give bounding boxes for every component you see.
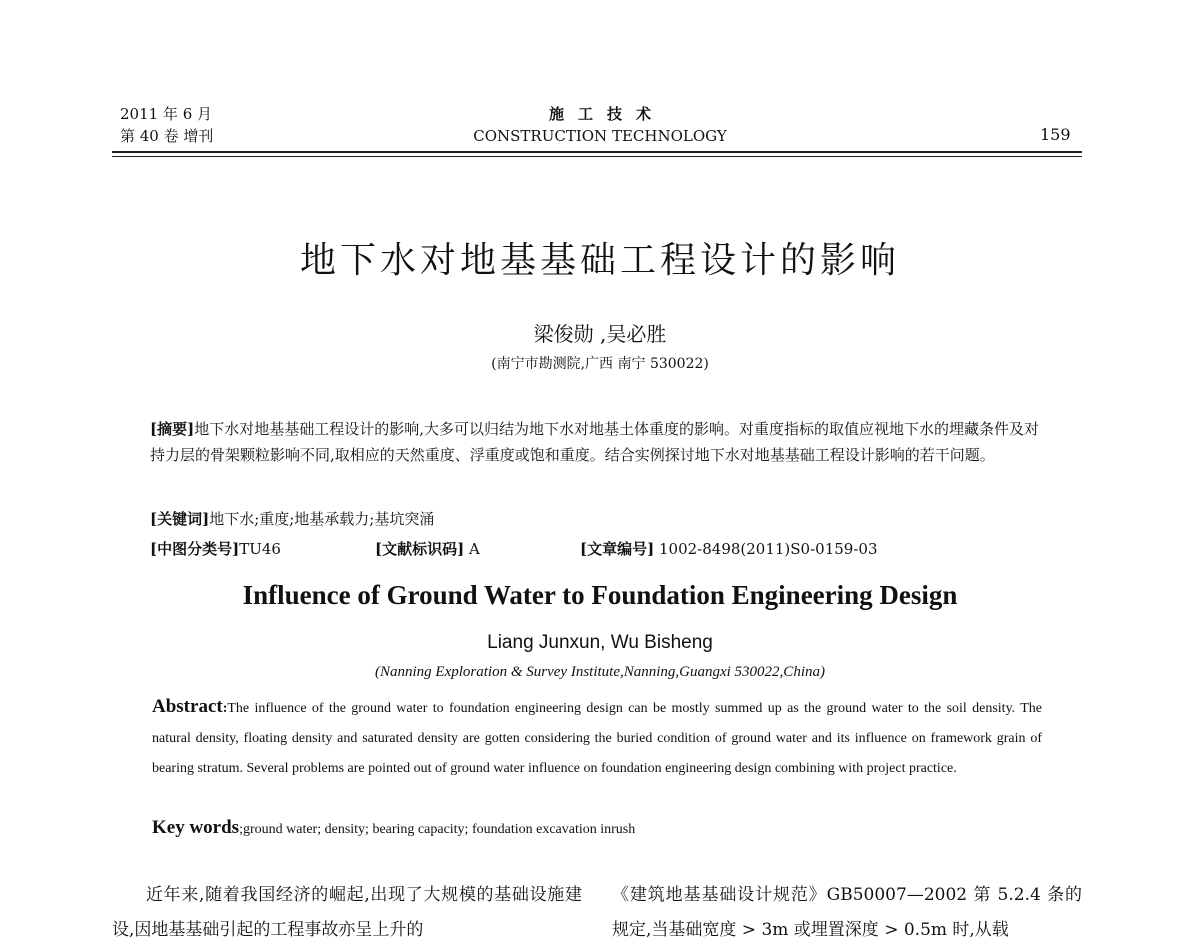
running-header-center — [420, 103, 780, 147]
abstract-en: Abstract:The influence of the ground water to foundation engineering design can be mostly summed up as the ground water to the soil density. The natural density, floating density and saturated density are gotten considering the buried condition of ground water and its influence on framework grain of bearing stratum. Several problems are pointed out of ground water influence on foundation engineering design combining with project practice. — [152, 696, 1042, 776]
body-column-left: 近年来,随着我国经济的崛起,出现了大规模的基础设施建设,因地基基础引起的工程事故亦呈上升的 — [112, 885, 582, 940]
keywords-cn-text: 地下水;重度;地基承载力;基坑突涌 — [209, 510, 435, 528]
paper-title-en: Influence of Ground Water to Foundation Engineering Design — [242, 580, 958, 610]
article-number — [580, 536, 878, 562]
header-rule — [112, 151, 1082, 153]
abstract-cn — [150, 416, 1040, 468]
keywords-cn-label: [关键词] — [150, 510, 210, 528]
abstract-cn-text: 地下水对地基基础工程设计的影响,大多可以归结为地下水对地基土体重度的影响。对重度指标的取值应视地下水的埋藏条件及对持力层的骨架颗粒影响不同,取相应的天然重度、浮重度或饱和重度。结合实例探讨地下水对地基基础工程设计影响的若干问题。 — [150, 420, 1039, 464]
header-rule-thin — [112, 156, 1082, 157]
article-no-label: [文章编号] — [580, 540, 655, 558]
page-number: 159 — [1040, 125, 1071, 144]
journal-name-en: CONSTRUCTION TECHNOLOGY — [473, 127, 727, 145]
classification-row — [150, 536, 1040, 562]
affiliation-en: (Nanning Exploration & Survey Institute,Nanning,Guangxi 530022,China) — [375, 664, 825, 680]
keywords-en: Key words;ground water; density; bearing capacity; foundation excavation inrush — [152, 817, 636, 838]
doc-code-label: [文献标识码] — [375, 540, 465, 558]
body-column-right: 《建筑地基基础设计规范》GB50007—2002 第 5.2.4 条的规定,当基础宽度 > 3m 或埋置深度 > 0.5m 时,从载 — [612, 885, 1082, 940]
authors-en: Liang Junxun, Wu Bisheng — [487, 632, 713, 653]
keywords-en-text: ground water; density; bearing capacity; foundation excavation inrush — [242, 822, 636, 837]
abstract-en-text: The influence of the ground water to foundation engineering design can be mostly summed up as the ground water to the soil density. The natural density, floating density and saturated density are gotten considering the buried condition of ground water and its influence on framework grain of bearing stratum. Several problems are pointed out of ground water influence on foundation engineering design combining with project practice. — [152, 701, 1042, 776]
abstract-en-label: Abstract — [152, 696, 223, 717]
issue-volume: 第 40 卷 增刊 — [120, 127, 214, 145]
abstract-cn-label: [摘要] — [150, 420, 195, 438]
clc-label: [中图分类号] — [150, 540, 240, 558]
affiliation-cn: (南宁市勘测院,广西 南宁 530022) — [491, 356, 709, 372]
keywords-en-label: Key words — [152, 817, 240, 838]
issue-date: 2011 年 6 月 — [120, 105, 213, 123]
paper-title-cn: 地下水对地基基础工程设计的影响 — [299, 240, 900, 281]
running-header-left — [120, 103, 213, 147]
keywords-cn — [150, 506, 1040, 532]
doc-code-value: A — [468, 540, 480, 558]
journal-name-cn: 施工技术 — [548, 105, 665, 123]
document-code — [375, 536, 480, 562]
article-no-value: 1002-8498(2011)S0-0159-03 — [658, 540, 878, 558]
clc-value: TU46 — [239, 540, 281, 558]
clc-number — [150, 536, 281, 562]
authors-cn: 梁俊勋 ,吴必胜 — [533, 322, 667, 346]
